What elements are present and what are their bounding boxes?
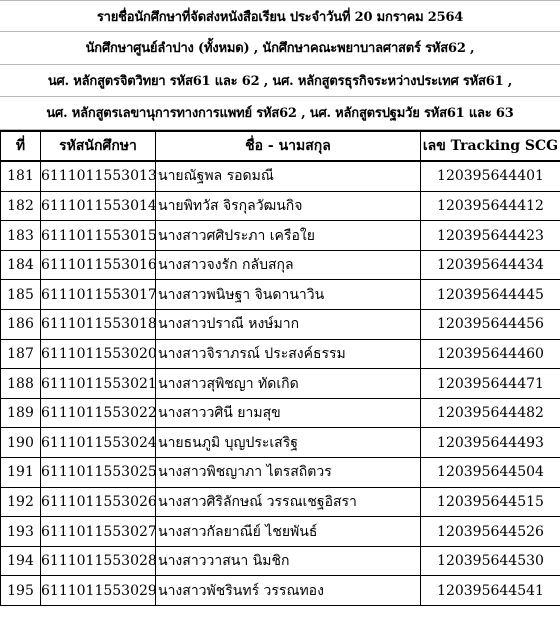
student-name: นายณัฐพล รอดมณี — [156, 161, 421, 191]
row-number: 182 — [1, 191, 41, 221]
student-name: นางสาวศศิประภา เครือใย — [156, 221, 421, 251]
table-row — [1, 428, 560, 458]
student-id: 6111011553015 — [41, 221, 156, 251]
student-name: นางสาวจิราภรณ์ ประสงค์ธรรม — [156, 339, 421, 369]
row-number: 190 — [1, 428, 41, 458]
table-row — [1, 369, 560, 399]
student-tracking-table — [0, 130, 560, 607]
tracking-number: 120395644541 — [421, 576, 560, 606]
row-number: 181 — [1, 161, 41, 191]
table-row — [1, 191, 560, 221]
row-number: 192 — [1, 487, 41, 517]
student-id: 6111011553025 — [41, 458, 156, 488]
table-row — [1, 310, 560, 340]
row-number: 183 — [1, 221, 41, 251]
table-row — [1, 339, 560, 369]
student-name: นายธนภูมิ บุญประเสริฐ — [156, 428, 421, 458]
tracking-number: 120395644530 — [421, 546, 560, 576]
student-name: นางสาวพัชรินทร์ วรรณทอง — [156, 576, 421, 606]
header-line-2: นักศึกษาศูนย์ลำปาง (ทั้งหมด) , นักศึกษาคณะพยาบาลศาสตร์ รหัส62 , — [0, 32, 560, 65]
student-id: 6111011553016 — [41, 250, 156, 280]
row-number: 195 — [1, 576, 41, 606]
student-id: 6111011553020 — [41, 339, 156, 369]
student-name: นางสาวพนิษฐา จินดานาวิน — [156, 280, 421, 310]
student-name: นางสาวศิริลักษณ์ วรรณเชฐอิสรา — [156, 487, 421, 517]
student-name: นางสาวสุพิชญา ทัดเกิด — [156, 369, 421, 399]
tracking-number: 120395644471 — [421, 369, 560, 399]
tracking-number: 120395644423 — [421, 221, 560, 251]
student-id: 6111011553024 — [41, 428, 156, 458]
table-row — [1, 458, 560, 488]
student-name: นางสาวจงรัก กลับสกุล — [156, 250, 421, 280]
table-row — [1, 487, 560, 517]
row-number: 186 — [1, 310, 41, 340]
tracking-number: 120395644526 — [421, 517, 560, 547]
student-name: นางสาววาสนา นิมชิก — [156, 546, 421, 576]
tracking-number: 120395644504 — [421, 458, 560, 488]
tracking-number: 120395644401 — [421, 161, 560, 191]
tracking-number: 120395644434 — [421, 250, 560, 280]
tracking-number: 120395644493 — [421, 428, 560, 458]
student-id: 6111011553014 — [41, 191, 156, 221]
table-row — [1, 250, 560, 280]
column-header-no: ที่ — [1, 131, 41, 162]
row-number: 187 — [1, 339, 41, 369]
table-row — [1, 280, 560, 310]
tracking-number: 120395644445 — [421, 280, 560, 310]
row-number: 188 — [1, 369, 41, 399]
student-id: 6111011553021 — [41, 369, 156, 399]
table-row — [1, 576, 560, 606]
student-id: 6111011553013 — [41, 161, 156, 191]
student-id: 6111011553027 — [41, 517, 156, 547]
table-row — [1, 517, 560, 547]
student-name: นางสาวพิชญาภา ไตรสถิตวร — [156, 458, 421, 488]
table-row — [1, 398, 560, 428]
student-name: นางสาวกัลยาณีย์ ไชยพันธ์ — [156, 517, 421, 547]
row-number: 191 — [1, 458, 41, 488]
student-name: นางสาวปราณี หงษ์มาก — [156, 310, 421, 340]
header-title-line: รายชื่อนักศึกษาที่จัดส่งหนังสือเรียน ประจำวันที่ 20 มกราคม 2564 — [0, 1, 560, 32]
header-line-4: นศ. หลักสูตรเลขานุการทางการแพทย์ รหัส62 , นศ. หลักสูตรปฐมวัย รหัส61 และ 63 — [0, 97, 560, 130]
student-name: นายพิทวัส จิรกุลวัฒนกิจ — [156, 191, 421, 221]
student-name: นางสาววศินี ยามสุข — [156, 398, 421, 428]
column-header-name: ชื่อ - นามสกุล — [156, 131, 421, 162]
header-line-3: นศ. หลักสูตรจิตวิทยา รหัส61 และ 62 , นศ. หลักสูตรธุรกิจระหว่างประเทศ รหัส61 , — [0, 65, 560, 98]
table-header-row — [1, 131, 560, 162]
student-id: 6111011553017 — [41, 280, 156, 310]
student-id: 6111011553029 — [41, 576, 156, 606]
table-row — [1, 161, 560, 191]
row-number: 193 — [1, 517, 41, 547]
tracking-number: 120395644482 — [421, 398, 560, 428]
tracking-number: 120395644460 — [421, 339, 560, 369]
row-number: 194 — [1, 546, 41, 576]
student-id: 6111011553028 — [41, 546, 156, 576]
table-row — [1, 546, 560, 576]
student-id: 6111011553022 — [41, 398, 156, 428]
student-id: 6111011553026 — [41, 487, 156, 517]
student-id: 6111011553018 — [41, 310, 156, 340]
row-number: 189 — [1, 398, 41, 428]
tracking-number: 120395644515 — [421, 487, 560, 517]
row-number: 184 — [1, 250, 41, 280]
row-number: 185 — [1, 280, 41, 310]
table-row — [1, 221, 560, 251]
tracking-number: 120395644412 — [421, 191, 560, 221]
column-header-student-id: รหัสนักศึกษา — [41, 131, 156, 162]
document-header — [0, 0, 560, 130]
column-header-tracking: เลข Tracking SCG — [421, 131, 560, 162]
tracking-number: 120395644456 — [421, 310, 560, 340]
